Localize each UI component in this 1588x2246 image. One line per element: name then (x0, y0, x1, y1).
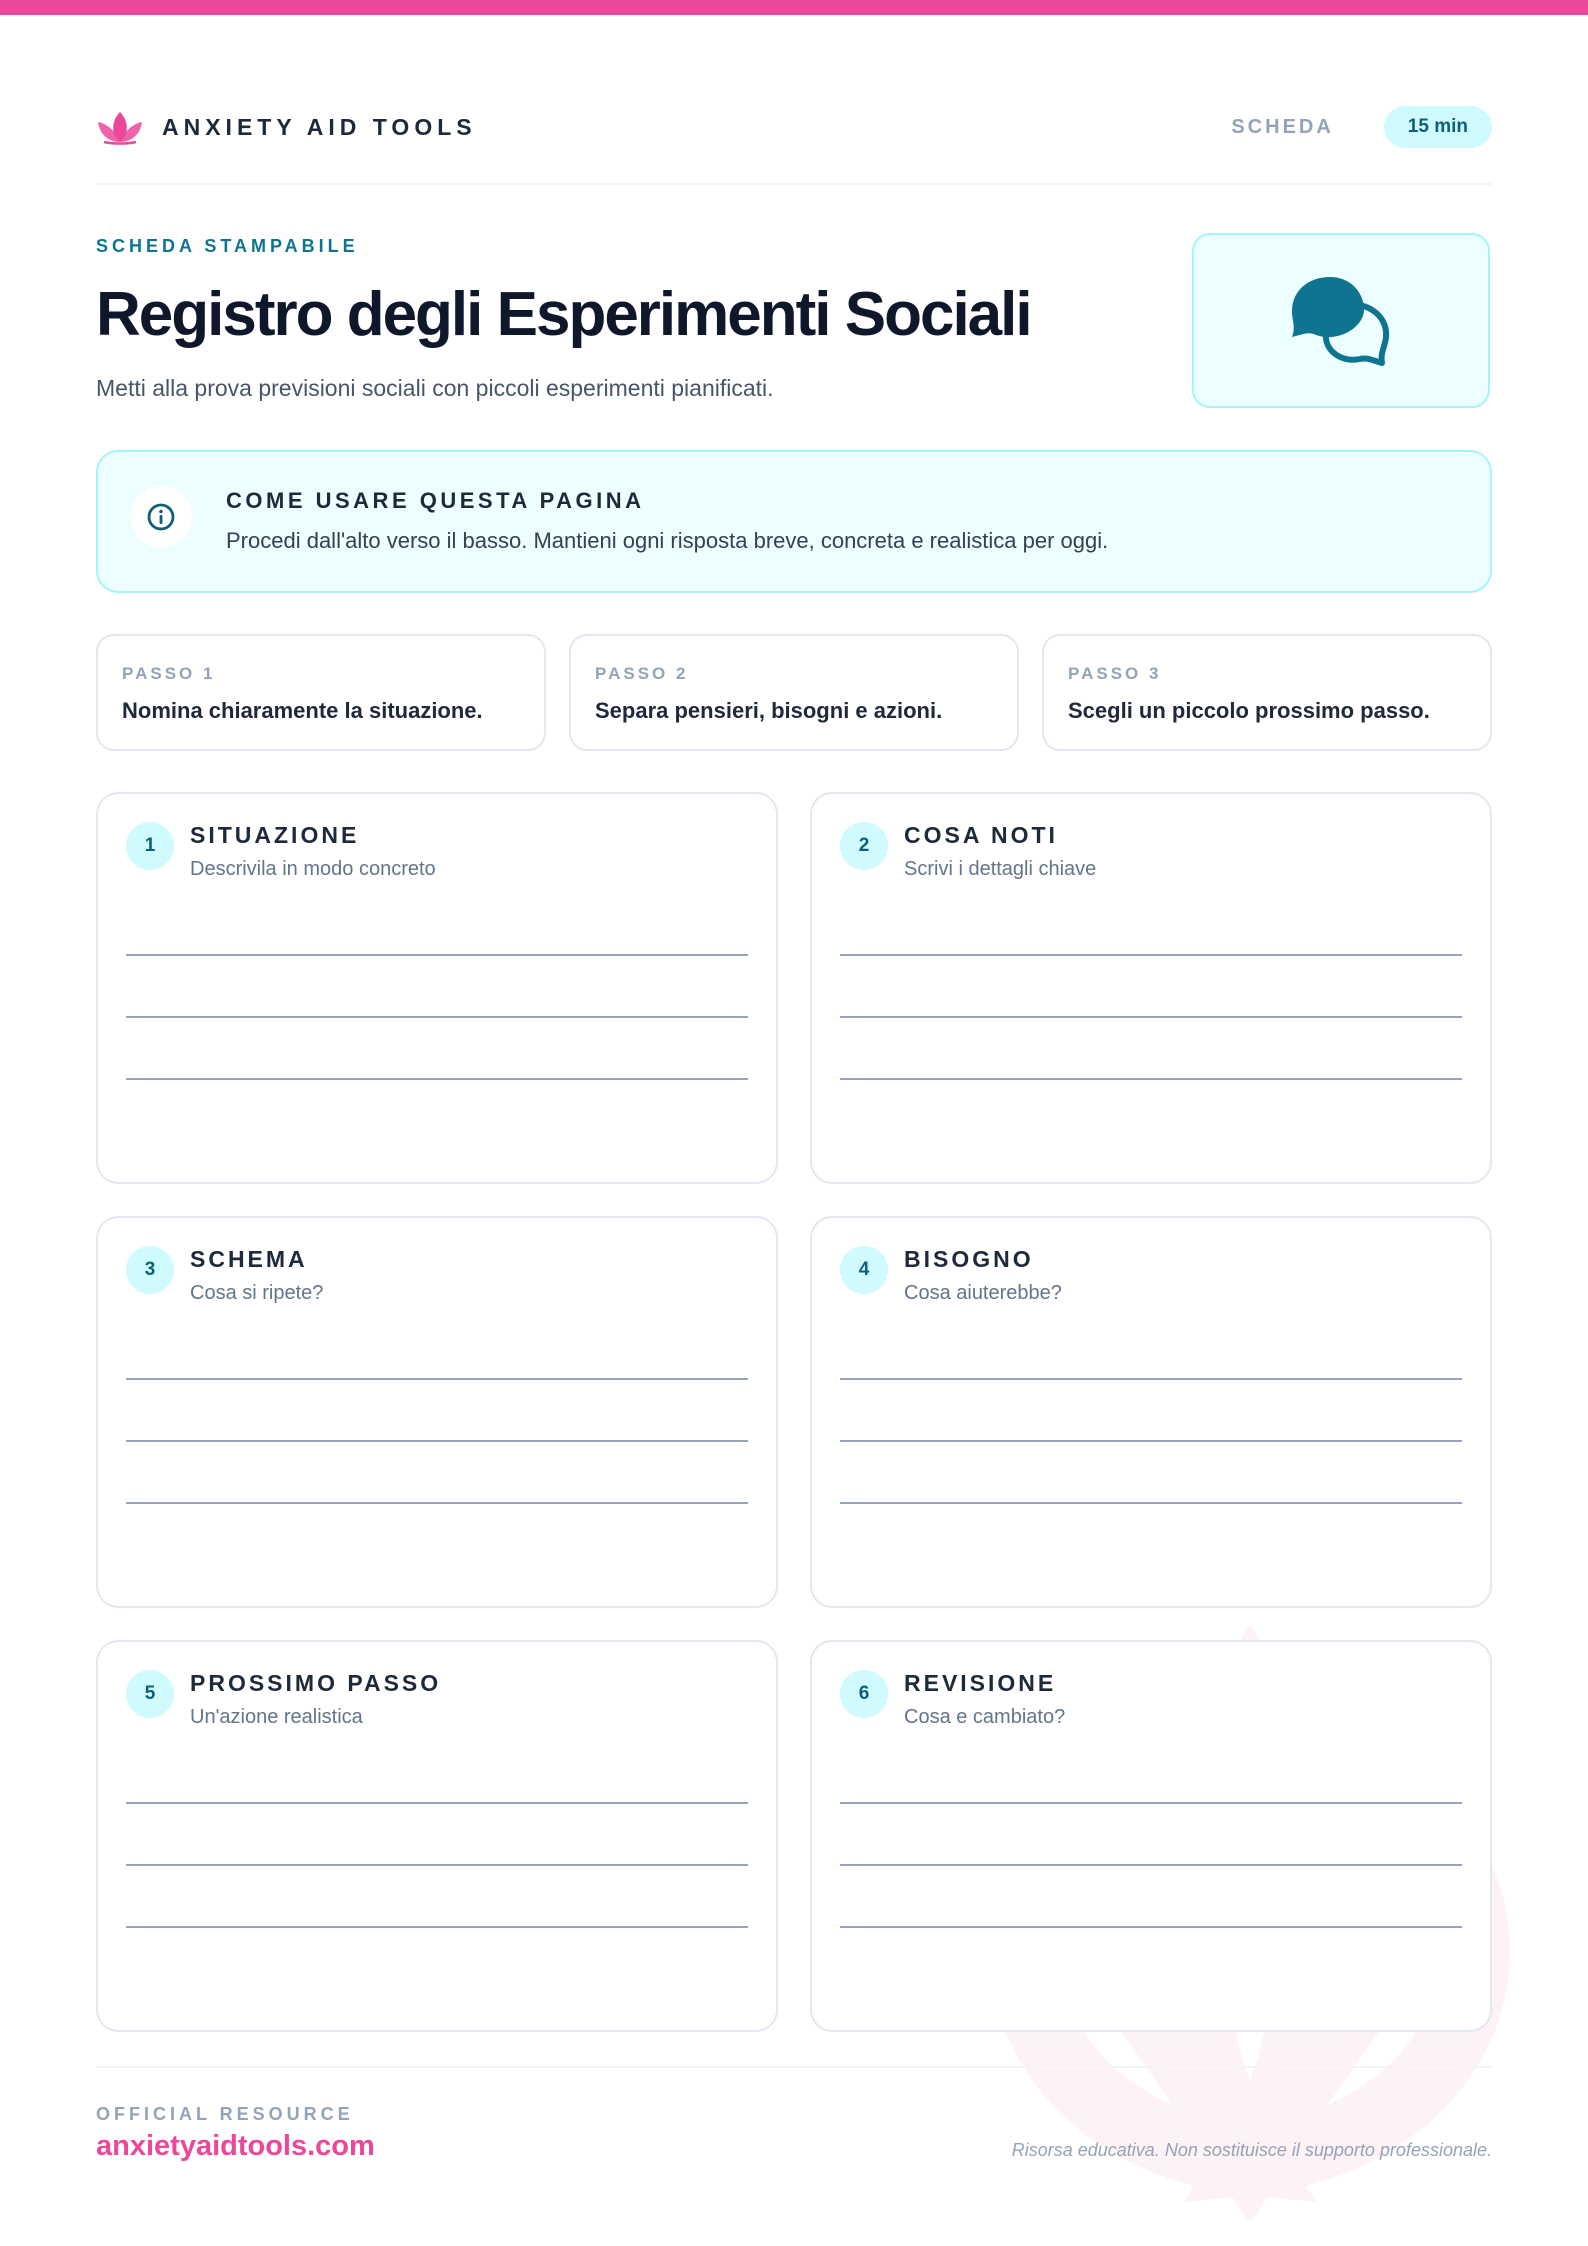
section-card-situazione (96, 792, 778, 1184)
section-prompt: Cosa si ripete? (190, 1282, 324, 1304)
brand (96, 108, 477, 146)
lotus-icon (96, 108, 144, 146)
top-accent-bar (0, 0, 1588, 15)
writing-line[interactable] (126, 1016, 748, 1018)
page-kicker: SCHEDA STAMPABILE (96, 236, 359, 256)
section-prompt: Cosa e cambiato? (904, 1706, 1066, 1728)
section-title: SCHEMA (190, 1246, 308, 1272)
writing-line[interactable] (840, 1864, 1462, 1866)
step-text: Scegli un piccolo prossimo passo. (1068, 698, 1430, 723)
section-card-prossimo-passo (96, 1640, 778, 2032)
step-label: PASSO 3 (1068, 664, 1162, 683)
page-subtitle: Metti alla prova previsioni sociali con piccoli esperimenti pianificati. (96, 375, 774, 401)
step-card-3 (1042, 634, 1492, 751)
writing-line[interactable] (840, 1926, 1462, 1928)
instructions-title: COME USARE QUESTA PAGINA (226, 488, 645, 513)
instructions-text: Procedi dall'alto verso il basso. Mantieni ogni risposta breve, concreta e realistica per oggi. (226, 528, 1109, 553)
section-number: 4 (840, 1246, 888, 1294)
writing-line[interactable] (840, 1502, 1462, 1504)
section-prompt: Descrivila in modo concreto (190, 858, 436, 880)
step-label: PASSO 2 (595, 664, 689, 683)
page-header (96, 104, 1492, 154)
writing-line[interactable] (840, 1016, 1462, 1018)
writing-line[interactable] (840, 954, 1462, 956)
writing-line[interactable] (840, 1378, 1462, 1380)
section-number: 1 (126, 822, 174, 870)
instructions-box (96, 450, 1492, 593)
footer-site-link[interactable]: anxietyaidtools.com (96, 2130, 375, 2162)
step-card-2 (569, 634, 1019, 751)
header-divider (96, 183, 1492, 185)
section-title: PROSSIMO PASSO (190, 1670, 442, 1696)
hero-icon-box (1192, 233, 1490, 408)
writing-line[interactable] (840, 1078, 1462, 1080)
writing-line[interactable] (840, 1440, 1462, 1442)
section-card-revisione (810, 1640, 1492, 2032)
footer-label: OFFICIAL RESOURCE (96, 2104, 354, 2124)
section-prompt: Scrivi i dettagli chiave (904, 858, 1097, 880)
writing-line[interactable] (126, 954, 748, 956)
footer-disclaimer: Risorsa educativa. Non sostituisce il supporto professionale. (1011, 2140, 1492, 2160)
brand-name: ANXIETY AID TOOLS (162, 113, 477, 140)
section-title: BISOGNO (904, 1246, 1034, 1272)
section-number: 3 (126, 1246, 174, 1294)
step-text: Nomina chiaramente la situazione. (122, 698, 483, 723)
section-title: REVISIONE (904, 1670, 1057, 1696)
chat-bubbles-icon (1286, 271, 1396, 371)
header-meta (1231, 106, 1492, 148)
section-title: SITUAZIONE (190, 822, 360, 848)
document-type-label: SCHEDA (1231, 115, 1334, 138)
section-card-bisogno (810, 1216, 1492, 1608)
writing-line[interactable] (126, 1378, 748, 1380)
writing-line[interactable] (126, 1502, 748, 1504)
writing-line[interactable] (126, 1078, 748, 1080)
info-icon (146, 502, 176, 532)
writing-line[interactable] (126, 1802, 748, 1804)
writing-line[interactable] (126, 1926, 748, 1928)
section-number: 5 (126, 1670, 174, 1718)
step-text: Separa pensieri, bisogni e azioni. (595, 698, 943, 723)
section-card-cosa-noti (810, 792, 1492, 1184)
section-prompt: Un'azione realistica (190, 1706, 363, 1728)
footer-divider (96, 2066, 1492, 2068)
section-prompt: Cosa aiuterebbe? (904, 1282, 1062, 1304)
section-card-schema (96, 1216, 778, 1608)
step-card-1 (96, 634, 546, 751)
writing-line[interactable] (126, 1864, 748, 1866)
step-label: PASSO 1 (122, 664, 216, 683)
page-title: Registro degli Esperimenti Sociali (96, 280, 1031, 349)
section-number: 2 (840, 822, 888, 870)
info-icon-wrap (130, 486, 192, 548)
writing-line[interactable] (840, 1802, 1462, 1804)
duration-badge: 15 min (1384, 106, 1492, 148)
writing-line[interactable] (126, 1440, 748, 1442)
section-number: 6 (840, 1670, 888, 1718)
section-title: COSA NOTI (904, 822, 1058, 848)
